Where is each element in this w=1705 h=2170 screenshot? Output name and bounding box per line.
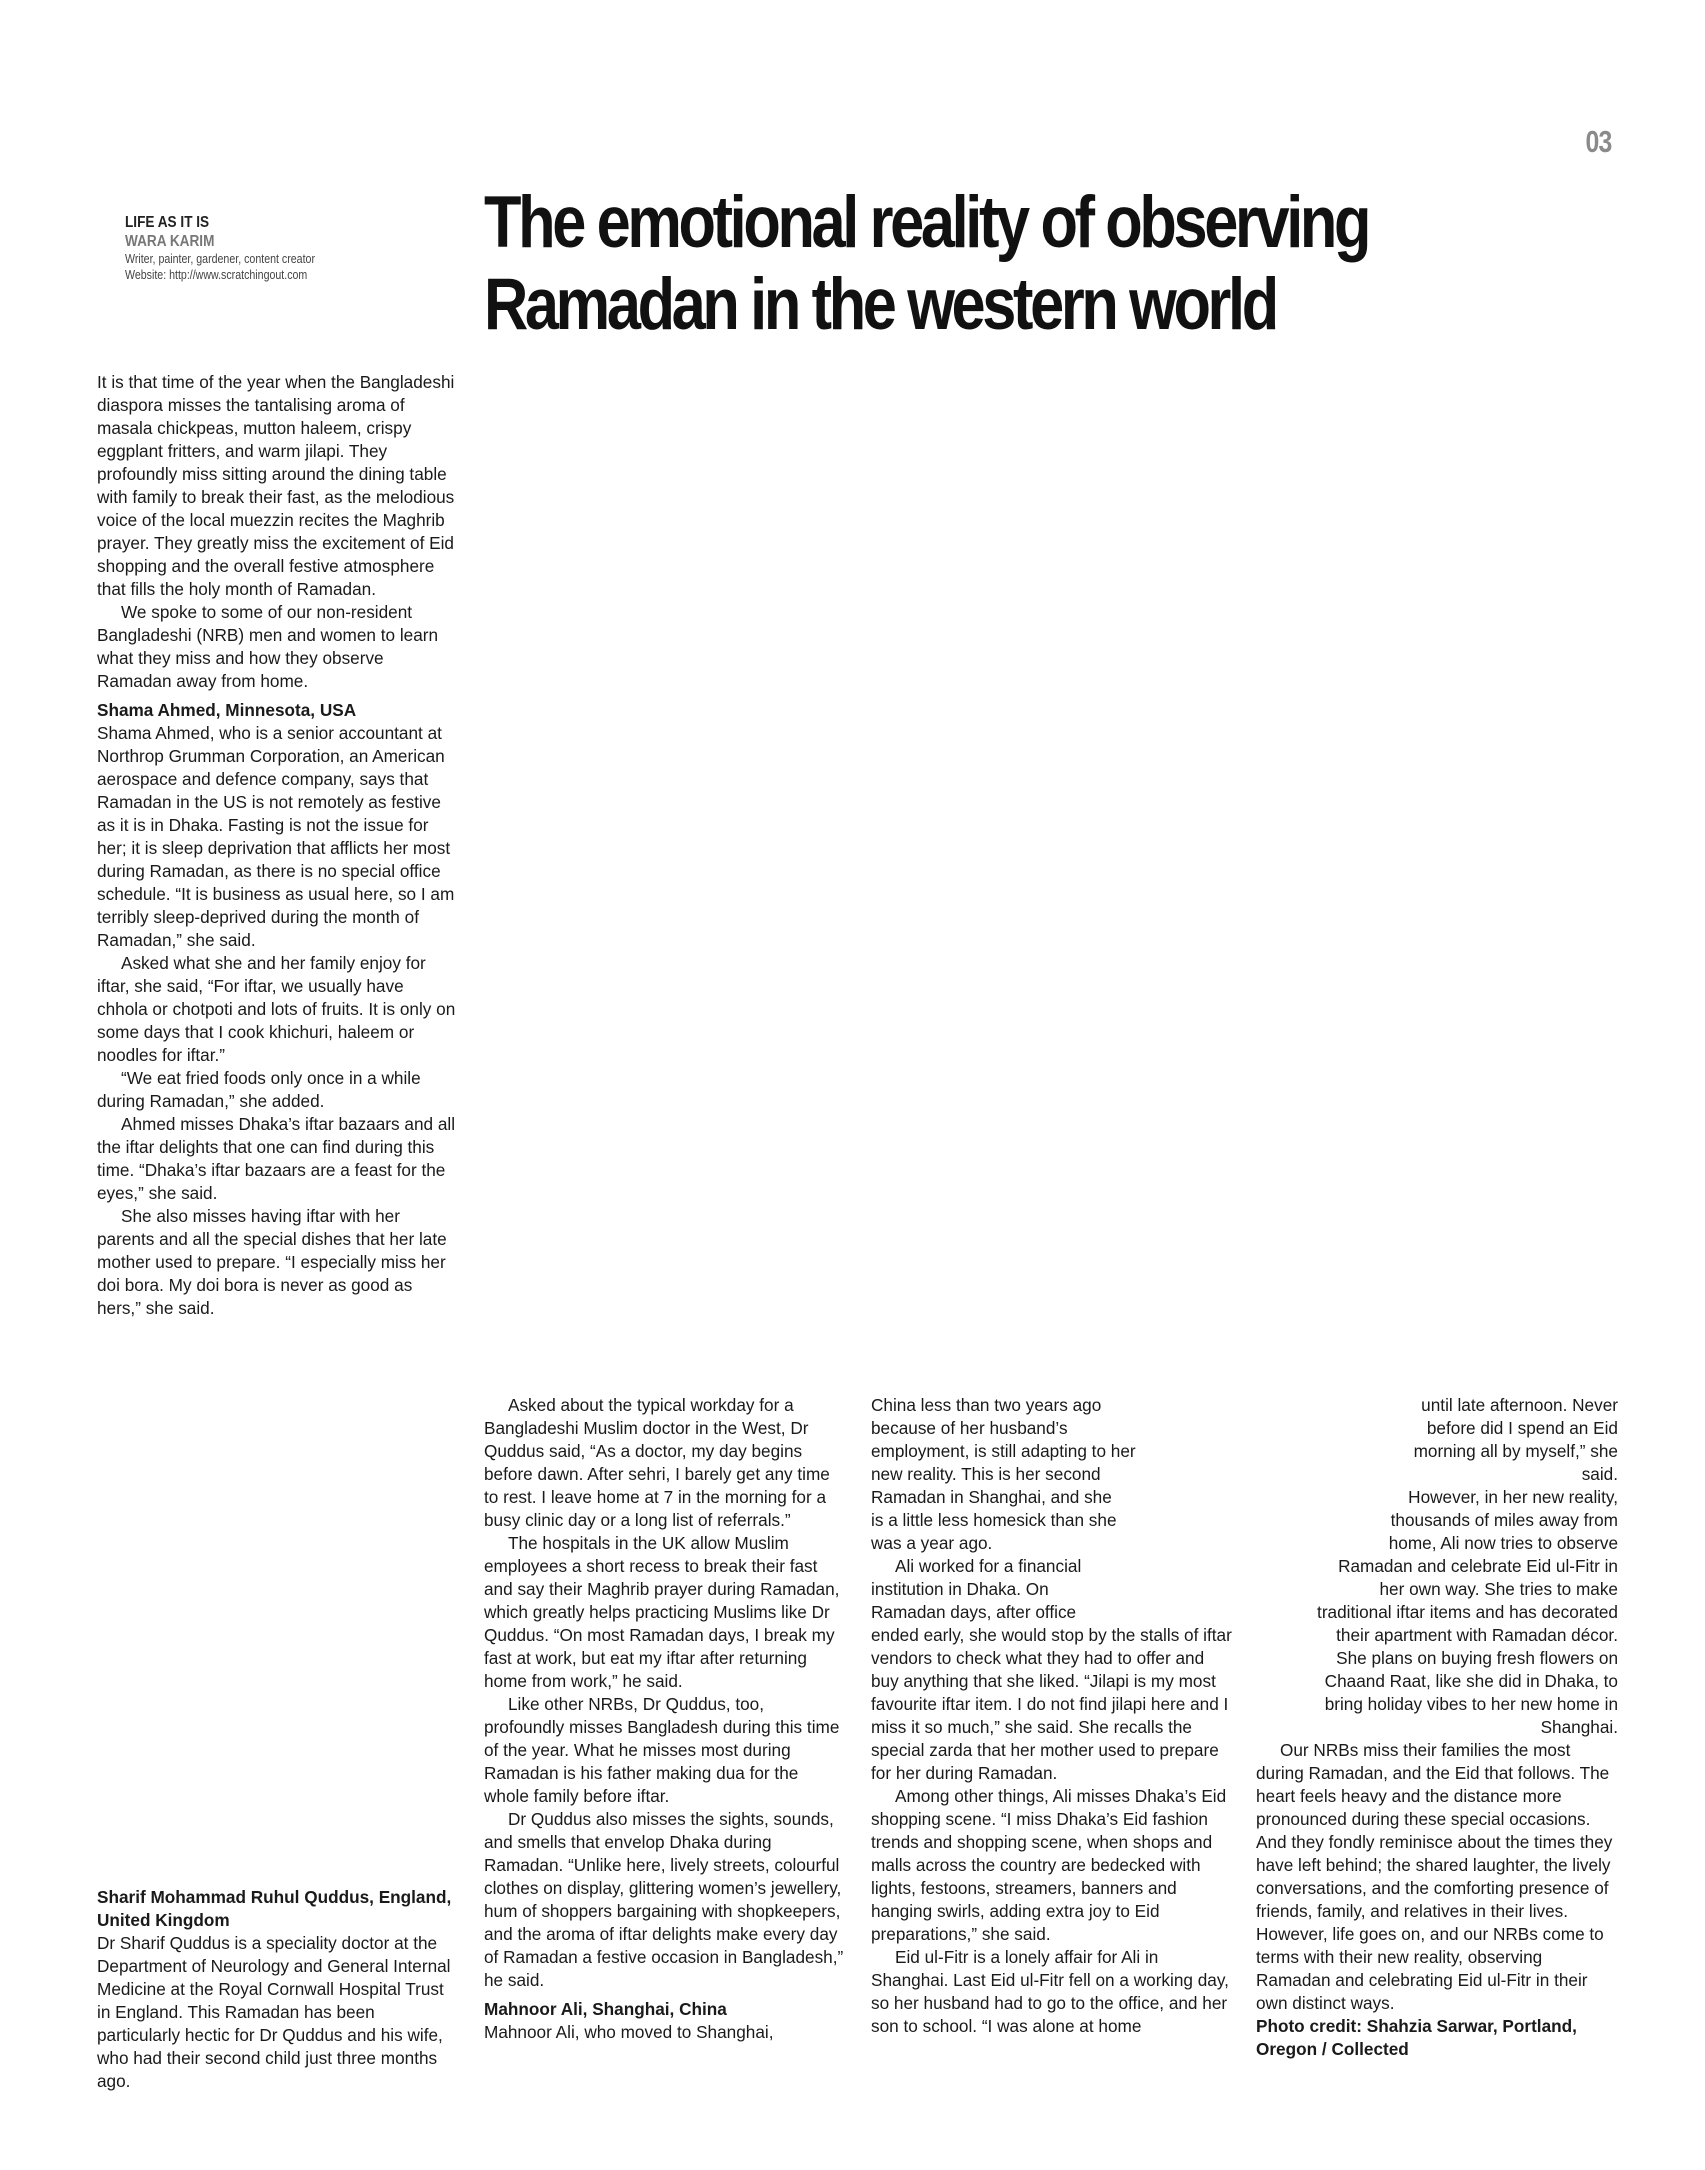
- article-column-4: [1256, 1394, 1618, 2061]
- paragraph: It is that time of the year when the Bangladeshi diaspora misses the tantalising aroma of masala chickpeas, mutton haleem, crispy eggplant fritters, and warm jilapi. They profoundly miss sitting around the dining table with family to break their fast, as the melodious voice of the local muezzin recites the Maghrib prayer. They greatly miss the excitement of Eid shopping and the overall festive atmosphere that fills the holy month of Ramadan.: [97, 372, 455, 599]
- article-column-1: [97, 371, 459, 1320]
- headline: [484, 182, 1450, 346]
- author-name: WARA KARIM: [125, 233, 215, 250]
- author-role: Writer, painter, gardener, content creator: [125, 252, 315, 266]
- paragraph: The hospitals in the UK allow Muslim employees a short recess to break their fast and say their Maghrib prayer during Ramadan, which greatly helps practicing Muslims like Dr Quddus. “On most Ramadan days, I break my fast at work, but eat my iftar after returning home from work,” he said.: [484, 1533, 840, 1691]
- subheading-shama-ahmed: Shama Ahmed, Minnesota, USA: [97, 700, 357, 720]
- paragraph: Asked what she and her family enjoy for iftar, she said, “For iftar, we usually have chhola or chotpoti and lots of fruits. It is only on some days that I cook khichuri, haleem or noodles for iftar.”: [97, 953, 456, 1065]
- author-website: Website: http://www.scratchingout.com: [125, 268, 308, 282]
- paragraph: Among other things, Ali misses Dhaka’s Eid shopping scene. “I miss Dhaka’s Eid fashion trends and shopping scene, when shops and malls across the country are bedecked with lights, festoons, streamers, banners and hanging swirls, adding extra joy to Eid preparations,” she said.: [871, 1786, 1227, 1944]
- article-column-3: [871, 1394, 1233, 2038]
- paragraph: Ali worked for a financial institution in Dhaka. On Ramadan days, after office ended early, she would stop by the stalls of iftar vendors to check what they had to offer and buy anything that she liked. “Jilapi is my most favourite iftar item. I do not find jilapi here and I miss it so much,” she said. She recalls the special zarda that her mother used to prepare for her during Ramadan.: [871, 1556, 1232, 1783]
- paragraph: Dr Sharif Quddus is a speciality doctor at the Department of Neurology and General Internal Medicine at the Royal Cornwall Hospital Trust in England. This Ramadan has been particularly hectic for Dr Quddus and his wife, who had their second child just three months ago.: [97, 1933, 451, 2091]
- paragraph: Shama Ahmed, who is a senior accountant at Northrop Grumman Corporation, an American aerospace and defence company, says that Ramadan in the US is not remotely as festive as it is in Dhaka. Fasting is not the issue for her; it is sleep deprivation that afflicts her most during Ramadan, as there is no special office schedule. “It is business as usual here, so I am terribly sleep-deprived during the month of Ramadan,” she said.: [97, 723, 455, 950]
- paragraph: Eid ul-Fitr is a lonely affair for Ali in Shanghai. Last Eid ul-Fitr fell on a working day, so her husband had to go to the office, and her son to school. “I was alone at home: [871, 1947, 1229, 2036]
- headline-line-1: The emotional reality of observing: [484, 182, 1369, 263]
- paragraph: “We eat fried foods only once in a while during Ramadan,” she added.: [97, 1068, 421, 1111]
- subheading-mahnoor-ali: Mahnoor Ali, Shanghai, China: [484, 1999, 727, 2019]
- paragraph: She also misses having iftar with her parents and all the special dishes that her late mother used to prepare. “I especially miss her doi bora. My doi bora is never as good as hers,” she said.: [97, 1206, 447, 1318]
- paragraph: until late afternoon. Never before did I spend an Eid morning all by myself,” she said.: [1413, 1395, 1618, 1484]
- paragraph: Dr Quddus also misses the sights, sounds, and smells that envelop Dhaka during Ramadan. “Unlike here, lively streets, colourful clothes on display, glittering women’s jewellery, hum of shoppers bargaining with shopkeepers, and the aroma of iftar delights make every day of Ramadan a festive occasion in Bangladesh,” he said.: [484, 1809, 844, 1990]
- article-column-1-lower: [97, 1886, 459, 2093]
- photo-credit: Photo credit: Shahzia Sarwar, Portland, Oregon / Collected: [1256, 2016, 1577, 2059]
- headline-line-2: Ramadan in the western world: [484, 264, 1276, 345]
- paragraph: Ahmed misses Dhaka’s iftar bazaars and all the iftar delights that one can find during this time. “Dhaka’s iftar bazaars are a feast for the eyes,” she said.: [97, 1114, 456, 1203]
- paragraph: However, in her new reality, thousands of miles away from home, Ali now tries to observe Ramadan and celebrate Eid ul-Fitr in her own way. She tries to make traditional iftar items and has decorated their apartment with Ramadan décor. She plans on buying fresh flowers on Chaand Raat, like she did in Dhaka, to bring holiday vibes to her new home in Shanghai.: [1317, 1487, 1618, 1737]
- paragraph: Like other NRBs, Dr Quddus, too, profoundly misses Bangladesh during this time of the year. What he misses most during Ramadan is his father making dua for the whole family before iftar.: [484, 1694, 840, 1806]
- section-label: LIFE AS IT IS: [125, 214, 210, 231]
- paragraph: Our NRBs miss their families the most during Ramadan, and the Eid that follows. The heart feels heavy and the distance more pronounced during these special occasions. And they fondly reminisce about the times they have left behind; the shared laughter, the lively conversations, and the comforting presence of friends, family, and relatives in their lives. However, life goes on, and our NRBs come to terms with their new reality, observing Ramadan and celebrating Eid ul-Fitr in their own distinct ways.: [1256, 1740, 1613, 2013]
- paragraph: We spoke to some of our non-resident Bangladeshi (NRB) men and women to learn what they miss and how they observe Ramadan away from home.: [97, 602, 439, 691]
- byline: [125, 214, 425, 283]
- paragraph: China less than two years ago because of her husband’s employment, is still adapting to her new reality. This is her second Ramadan in Shanghai, and she is a little less homesick than she was a year ago.: [871, 1395, 1136, 1553]
- paragraph: Mahnoor Ali, who moved to Shanghai,: [484, 2022, 774, 2042]
- subheading-sharif-quddus: Sharif Mohammad Ruhul Quddus, England, United Kingdom: [97, 1887, 452, 1930]
- article-column-2: [484, 1394, 846, 2044]
- page-number: 03: [1585, 124, 1611, 159]
- paragraph: Asked about the typical workday for a Bangladeshi Muslim doctor in the West, Dr Quddus said, “As a doctor, my day begins before dawn. After sehri, I barely get any time to rest. I leave home at 7 in the morning for a busy clinic day or a long list of referrals.”: [484, 1395, 830, 1530]
